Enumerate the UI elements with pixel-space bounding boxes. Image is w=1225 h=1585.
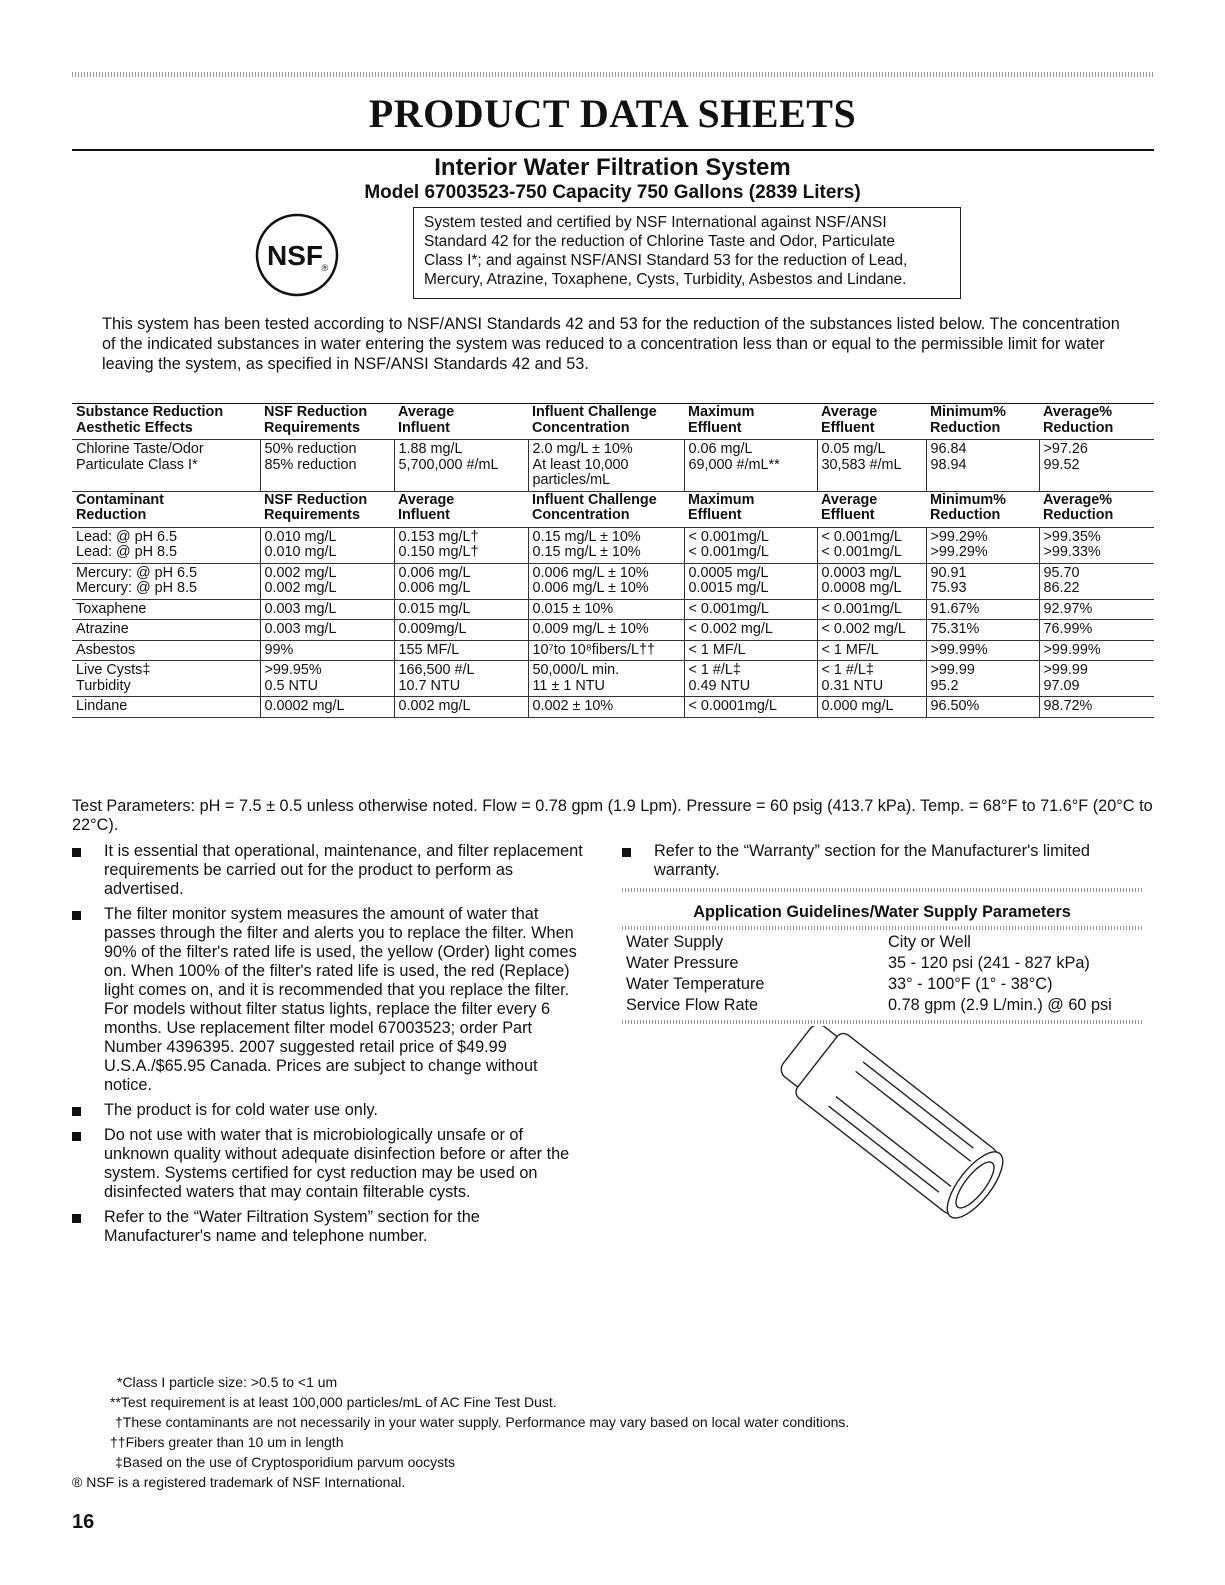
reduction-table — [72, 403, 1154, 718]
table-cell: 92.97% — [1039, 599, 1154, 620]
table-cell: < 0.001mg/L < 0.001mg/L — [684, 527, 817, 563]
bullet-item — [72, 1101, 588, 1120]
app-key: Water Pressure — [626, 954, 739, 972]
table-cell: 99% — [260, 640, 394, 661]
table-cell: 0.003 mg/L — [260, 599, 394, 620]
table-cell: 96.84 98.94 — [926, 440, 1039, 492]
bullet-text: It is essential that operational, maintenance, and filter replacement requirements be carried out for the product to perform as advertised. — [104, 842, 583, 898]
table-row — [72, 640, 1154, 661]
app-value: City or Well — [888, 933, 971, 951]
nsf-logo-text: NSF — [267, 240, 323, 271]
table-cell: 96.50% — [926, 697, 1039, 718]
certification-box — [413, 207, 961, 299]
bullet-item — [622, 842, 1142, 880]
bullet-text: The product is for cold water use only. — [104, 1101, 378, 1119]
bullet-text: The filter monitor system measures the amount of water that passes through the filter and alerts you to replace the filter. When 90% of the filter's rated life is used, the yellow (Order) light comes on. When 100% of the filter's rated life is used, the red (Replace) light comes on, and it is recommended that you replace the filter. For models without filter status lights, replace the filter every 6 months. Use replacement filter model 67003523; order Part Number 4396395. 2007 suggested retail price of $49.99 U.S.A./$65.95 Canada. Prices are subject to change without notice. — [104, 905, 577, 1094]
table-cell: 0.003 mg/L — [260, 620, 394, 641]
table-cell: 0.0005 mg/L 0.0015 mg/L — [684, 563, 817, 599]
bullet-square-icon — [72, 848, 81, 857]
table-cell: 0.009mg/L — [394, 620, 528, 641]
app-guidelines-table — [624, 932, 1114, 1016]
bullet-item — [72, 1208, 588, 1246]
table-row — [72, 440, 1154, 492]
table-row — [72, 563, 1154, 599]
table-cell: 90.91 75.93 — [926, 563, 1039, 599]
app-key: Water Supply — [626, 933, 724, 951]
bullet-text: Do not use with water that is microbiologically unsafe or of unknown quality without adequate disinfection before or after the system. Systems certified for cyst reduction may be used on disinfected waters that may contain filterable cysts. — [104, 1126, 570, 1201]
table-cell: 76.99% — [1039, 620, 1154, 641]
table-cell: 98.72% — [1039, 697, 1154, 718]
table-cell: >99.99% — [1039, 640, 1154, 661]
table-cell: >99.35% >99.33% — [1039, 527, 1154, 563]
table-header-cell: Average Influent — [394, 491, 528, 527]
table-cell: Chlorine Taste/Odor Particulate Class I* — [72, 440, 260, 492]
nsf-logo-mark: ® — [321, 263, 329, 273]
table-cell: < 0.001mg/L < 0.001mg/L — [817, 527, 926, 563]
footnote: †These contaminants are not necessarily in your water supply. Performance may vary based on local water conditions. — [115, 1414, 850, 1430]
table-cell: >99.95% 0.5 NTU — [260, 661, 394, 697]
top-hatch-divider — [72, 72, 1154, 77]
table-header-cell: Substance Reduction Aesthetic Effects — [72, 404, 260, 440]
app-hatch-top — [622, 888, 1142, 892]
table-header-cell: Average Effluent — [817, 404, 926, 440]
bullet-item — [72, 905, 588, 1095]
table-cell: 0.15 mg/L ± 10% 0.15 mg/L ± 10% — [528, 527, 684, 563]
table-cell: 50,000/L min. 11 ± 1 NTU — [528, 661, 684, 697]
app-value: 33° - 100°F (1° - 38°C) — [888, 975, 1053, 993]
app-value: 0.78 gpm (2.9 L/min.) @ 60 psi — [888, 996, 1112, 1014]
table-cell: Lead: @ pH 6.5 Lead: @ pH 8.5 — [72, 527, 260, 563]
page-title: PRODUCT DATA SHEETS — [368, 91, 857, 136]
table-cell: 75.31% — [926, 620, 1039, 641]
table-cell: 10⁷to 10⁸fibers/L†† — [528, 640, 684, 661]
bullet-square-icon — [622, 848, 631, 857]
footnote: **Test requirement is at least 100,000 particles/mL of AC Fine Test Dust. — [110, 1394, 557, 1410]
table-cell: >99.99 97.09 — [1039, 661, 1154, 697]
table-cell: Toxaphene — [72, 599, 260, 620]
app-hatch-mid — [622, 926, 1142, 930]
table-cell: Atrazine — [72, 620, 260, 641]
cert-line: Class I*; and against NSF/ANSI Standard 53 for the reduction of Lead, — [424, 252, 908, 269]
table-cell: >99.99 95.2 — [926, 661, 1039, 697]
table-cell: >97.26 99.52 — [1039, 440, 1154, 492]
app-row — [624, 974, 1114, 995]
table-cell: 0.002 mg/L — [394, 697, 528, 718]
table-header-cell: Average Influent — [394, 404, 528, 440]
table-cell: 2.0 mg/L ± 10% At least 10,000 particles/mL — [528, 440, 684, 492]
water-filter-illustration — [772, 1026, 1022, 1222]
table-row — [72, 527, 1154, 563]
bullet-list-left — [72, 842, 588, 1252]
table-cell: 0.015 ± 10% — [528, 599, 684, 620]
table-header-cell: Average% Reduction — [1039, 404, 1154, 440]
table-cell: 91.67% — [926, 599, 1039, 620]
bullet-square-icon — [72, 1132, 81, 1141]
footnote: ® NSF is a registered trademark of NSF International. — [72, 1474, 406, 1490]
footnote: ‡Based on the use of Cryptosporidium parvum oocysts — [115, 1454, 456, 1470]
table-row — [72, 620, 1154, 641]
footnote: ††Fibers greater than 10 um in length — [110, 1434, 344, 1450]
page-number: 16 — [72, 1511, 95, 1533]
title-rule — [72, 149, 1154, 151]
table-cell: 0.002 mg/L 0.002 mg/L — [260, 563, 394, 599]
table-header-cell: Average Effluent — [817, 491, 926, 527]
table-header-cell: Average% Reduction — [1039, 491, 1154, 527]
app-key: Water Temperature — [626, 975, 765, 993]
table-header-cell: Minimum% Reduction — [926, 404, 1039, 440]
table-header-cell: NSF Reduction Requirements — [260, 404, 394, 440]
table-header-cell: Maximum Effluent — [684, 404, 817, 440]
table-cell: 0.05 mg/L 30,583 #/mL — [817, 440, 926, 492]
app-row — [624, 953, 1114, 974]
table-cell: 0.002 ± 10% — [528, 697, 684, 718]
table-cell: Live Cysts‡ Turbidity — [72, 661, 260, 697]
table-cell: < 1 #/L‡ 0.49 NTU — [684, 661, 817, 697]
table-row — [72, 661, 1154, 697]
table-cell: < 1 MF/L — [684, 640, 817, 661]
table-header-row — [72, 491, 1154, 527]
table-header-cell: Influent Challenge Concentration — [528, 404, 684, 440]
table-cell: >99.99% — [926, 640, 1039, 661]
table-cell: 0.006 mg/L ± 10% 0.006 mg/L ± 10% — [528, 563, 684, 599]
table-cell: < 0.002 mg/L — [817, 620, 926, 641]
table-cell: 0.153 mg/L† 0.150 mg/L† — [394, 527, 528, 563]
table-row — [72, 599, 1154, 620]
bullet-item — [72, 842, 588, 899]
bullet-text: Refer to the “Water Filtration System” section for the Manufacturer's name and telephone number. — [104, 1208, 480, 1245]
bullet-item — [72, 1126, 588, 1202]
table-row — [72, 697, 1154, 718]
table-cell: 0.0002 mg/L — [260, 697, 394, 718]
app-row — [624, 932, 1114, 953]
footnotes — [72, 1372, 849, 1492]
table-cell: < 0.002 mg/L — [684, 620, 817, 641]
app-key: Service Flow Rate — [626, 996, 759, 1014]
table-cell: < 1 #/L‡ 0.31 NTU — [817, 661, 926, 697]
bullet-square-icon — [72, 1214, 81, 1223]
table-header-cell: Maximum Effluent — [684, 491, 817, 527]
footnote: *Class I particle size: >0.5 to <1 um — [117, 1374, 338, 1390]
app-row — [624, 995, 1114, 1016]
table-cell: 95.70 86.22 — [1039, 563, 1154, 599]
bullet-list-right — [622, 842, 1142, 886]
table-cell: 0.015 mg/L — [394, 599, 528, 620]
model-line: Model 67003523-750 Capacity 750 Gallons (2839 Liters) — [364, 182, 861, 203]
table-cell: 0.06 mg/L 69,000 #/mL** — [684, 440, 817, 492]
system-title: Interior Water Filtration System — [434, 154, 791, 181]
table-cell: < 0.0001mg/L — [684, 697, 817, 718]
table-cell: 155 MF/L — [394, 640, 528, 661]
table-cell: 166,500 #/L 10.7 NTU — [394, 661, 528, 697]
table-cell: 0.009 mg/L ± 10% — [528, 620, 684, 641]
app-guidelines-title: Application Guidelines/Water Supply Parameters — [693, 903, 1071, 921]
cert-line: Standard 42 for the reduction of Chlorine Taste and Odor, Particulate — [424, 233, 896, 250]
app-hatch-bottom — [622, 1020, 1142, 1024]
table-cell: Mercury: @ pH 6.5 Mercury: @ pH 8.5 — [72, 563, 260, 599]
table-header-cell: Influent Challenge Concentration — [528, 491, 684, 527]
bullet-square-icon — [72, 911, 81, 920]
table-header-row — [72, 404, 1154, 440]
table-header-cell: Minimum% Reduction — [926, 491, 1039, 527]
bullet-text: Refer to the “Warranty” section for the Manufacturer's limited warranty. — [654, 842, 1090, 879]
table-header-cell: NSF Reduction Requirements — [260, 491, 394, 527]
table-cell: 0.006 mg/L 0.006 mg/L — [394, 563, 528, 599]
cert-line: Mercury, Atrazine, Toxaphene, Cysts, Turbidity, Asbestos and Lindane. — [424, 271, 907, 288]
table-cell: < 0.001mg/L — [684, 599, 817, 620]
table-cell: 0.0003 mg/L 0.0008 mg/L — [817, 563, 926, 599]
bullet-square-icon — [72, 1107, 81, 1116]
app-value: 35 - 120 psi (241 - 827 kPa) — [888, 954, 1090, 972]
table-cell: 50% reduction 85% reduction — [260, 440, 394, 492]
table-cell: >99.29% >99.29% — [926, 527, 1039, 563]
intro-paragraph: This system has been tested according to NSF/ANSI Standards 42 and 53 for the reduction of the substances listed below. The concentration of the indicated substances in water entering the system was reduced to a concentration less than or equal to the permissible limit for water leaving the system, as specified in NSF/ANSI Standards 42 and 53. — [102, 315, 1120, 373]
cert-line: System tested and certified by NSF International against NSF/ANSI — [424, 214, 887, 231]
nsf-logo — [255, 213, 339, 297]
table-cell: 1.88 mg/L 5,700,000 #/mL — [394, 440, 528, 492]
table-cell: Lindane — [72, 697, 260, 718]
table-cell: 0.000 mg/L — [817, 697, 926, 718]
table-cell: 0.010 mg/L 0.010 mg/L — [260, 527, 394, 563]
table-cell: < 1 MF/L — [817, 640, 926, 661]
table-cell: Asbestos — [72, 640, 260, 661]
table-cell: < 0.001mg/L — [817, 599, 926, 620]
table-header-cell: Contaminant Reduction — [72, 491, 260, 527]
test-parameters: Test Parameters: pH = 7.5 ± 0.5 unless otherwise noted. Flow = 0.78 gpm (1.9 Lpm). Pressure = 60 psig (413.7 kPa). Temp. = 68°F to 71.6°F (20°C to 22°C). — [72, 797, 1153, 834]
